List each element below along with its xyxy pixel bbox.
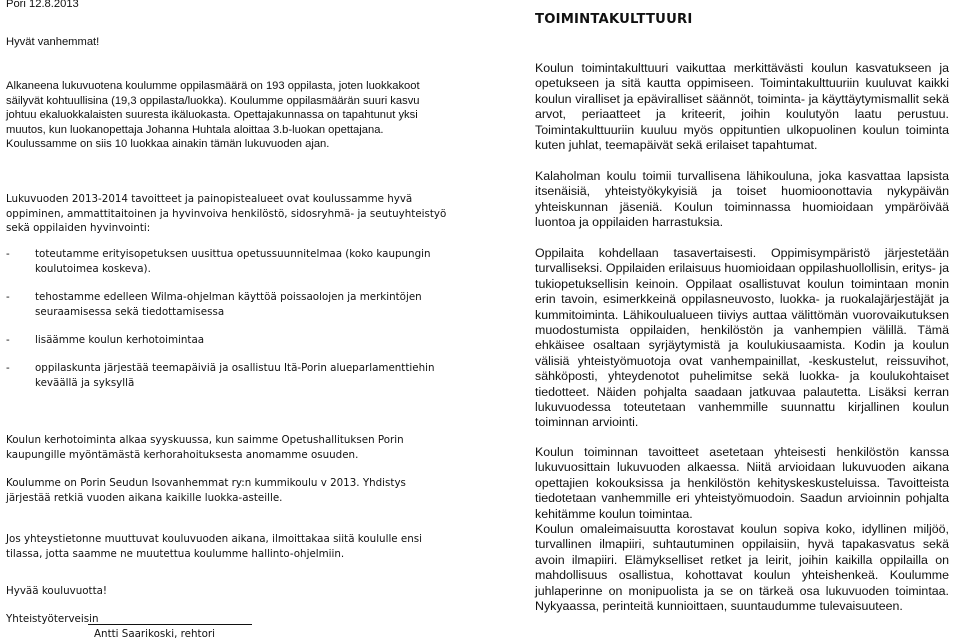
goal-text: oppilaskunta järjestää teemapäiviä ja osallistuu Itä-Porin alueparlamenttiehin keväällä ja syksyllä: [35, 362, 435, 389]
signature-rule: [88, 624, 252, 625]
letter-date: Pori 12.8.2013: [6, 0, 79, 10]
closing-line: Hyvää kouluvuotta!: [6, 585, 108, 597]
equality-paragraph: Oppilaita kohdellaan tasavertaisesti. Oppimisympäristö järjestetään turvalliseksi. Oppilaiden erilaisuus huomioidaan oppilashuollollisin, eritys- ja tukiopetuksellisin keinoin. Oppilaat osallistuvat koulun toimintaan monin erin tavoin, esimerkkeinä oppilasneuvosto, luokka- ja ruokalajärjestäjät ja kummitoiminta. Lähikoulualueen tiiviys auttaa välittömän vuorovaikutuksen muodostumista oppilaiden, henkilöstön ja vanhempien välillä. Tämä ehkäisee osaltaan syrjäytymistä ja koulukiusaamista. Kodin ja koulun välisiä yhteistyömuotoja ovat vanhempainillat, -keskustelut, reissuvihot, sähköposti, yhteydenotot puhelimitse sekä luokka- ja koulukohtaiset tiedotteet. Näiden pohjalta saadaan jatkuvaa palautetta. Lisäksi kerran lukuvuodessa toteutetaan vanhemmille suunnattu kirjallinen koulun toiminnan arviointi.: [535, 246, 949, 430]
bullet-dash: -: [6, 334, 10, 346]
signature-line: [6, 627, 452, 642]
culture-paragraph: Koulun toimintakulttuuri vaikuttaa merkittävästi koulun kasvatukseen ja opetukseen ja sitä kautta oppimiseen. Toimintakulttuuriin kuuluvat kaikki koulun viralliset ja epäviralliset säännöt, toiminta- ja käyttäytymismallit sekä arvot, periaatteet ja kriteerit, joihin koulutyön laatu perustuu. Toimintakulttuuriin kuuluu myös oppituntien ulkopuolinen koulun toiminta kuten juhlat, teemapäivät sekä erilaiset tapahtumat.: [535, 61, 949, 153]
goal-item: [6, 361, 452, 390]
goal-item: [6, 247, 452, 276]
bullet-dash: -: [6, 291, 10, 303]
community-paragraph: Kalaholman koulu toimii turvallisena lähikouluna, joka kasvattaa lapsista itsenäisiä, yhteistyökykyisiä ja toiset huomioonottavia nykypäivän yhteiskunnan jäseniä. Koulun toiminnassa huomioidaan ympäröivää luontoa ja oppilaiden harrastuksia.: [535, 169, 949, 230]
bullet-dash: -: [6, 248, 10, 260]
goal-item: [6, 333, 452, 348]
goal-text: toteutamme erityisopetuksen uusittua opetussuunnitelmaa (koko kaupungin koulutoimea koskeva).: [35, 248, 431, 275]
contact-paragraph: Jos yhteystietonne muuttuvat kouluvuoden aikana, ilmoittakaa siitä koululle ensi tilassa, jotta saamme ne muutettua koulumme hallinto-ohjelmiin.: [6, 533, 422, 560]
goals-paragraph: Koulun toiminnan tavoitteet asetetaan yhteisesti henkilöstön kanssa lukuvuosittain lukuvuoden alkaessa. Niitä arvioidaan lukuvuoden aikana opettajien kokouksissa ja henkilöstön kehityskeskusteluissa. Tavoitteista tiedotetaan vanhemmille eri yhteistyömuodoin. Saadun arvioinnin pohjalta kehitämme koulun toimintaa.: [535, 445, 949, 521]
character-paragraph: Koulun omaleimaisuutta korostavat koulun sopiva koko, idyllinen miljöö, turvallinen ilmapiiri, suhtautuminen oppilaisiin, hyvä tapakasvatus sekä avoin ilmapiiri. Elämykselliset retket ja leirit, joihin kaikilla oppilailla on mahdollisuus osallistua, kohottavat koulun yhteishenkeä. Koulumme juhlaperinne on monipuolista ja se on tärkeä osa lukuvuoden toimintaa. Nykyaassa, perinteitä kunnioittaen, suuntaudumme tulevaisuuteen.: [535, 522, 949, 614]
intro-paragraph: Alkaneena lukuvuotena koulumme oppilasmäärä on 193 oppilasta, joten luokkakoot säilyvät kohtuullisina (19,3 oppilasta/luokka). Koulumme oppilasmäärän suuri kasvu johtuu ekaluokkalaisten suuresta ikäluokasta. Opettajakunnassa on tapahtunut yksi muutos, kun luokanopettaja Johanna Huhtala aloittaa 3.b-luokan opettajana. Koulussamme on siis 10 luokkaa ainakin tämän lukuvuoden ajan.: [6, 80, 420, 150]
regards-line: Yhteistyöterveisin: [6, 613, 99, 625]
letter-greeting: Hyvät vanhemmat!: [6, 36, 100, 48]
goal-item: [6, 290, 452, 319]
section-heading: TOIMINTAKULTTUURI: [535, 12, 693, 27]
signature-name: Antti Saarikoski, rehtori: [94, 628, 215, 640]
goals-intro: Lukuvuoden 2013-2014 tavoitteet ja painopistealueet ovat koulussamme hyvä oppiminen, ammattitaitoinen ja hyvinvoiva henkilöstö, sidosryhmä- ja seutuyhteistyö sekä oppilaiden hyvinvointi:: [6, 193, 447, 234]
bullet-dash: -: [6, 362, 10, 374]
clubs-paragraph: Koulun kerhotoiminta alkaa syyskuussa, kun saimme Opetushallituksen Porin kaupungille myöntämästä kerhorahoituksesta anomamme osuuden.: [6, 434, 404, 461]
goal-text: lisäämme koulun kerhotoimintaa: [35, 334, 205, 346]
sponsor-paragraph: Koulumme on Porin Seudun Isovanhemmat ry:n kummikoulu v 2013. Yhdistys järjestää retkiä vuoden aikana kaikille luokka-asteille.: [6, 477, 406, 504]
goal-text: tehostamme edelleen Wilma-ohjelman käyttöä poissaolojen ja merkintöjen seuraamisessa sekä tiedottamisessa: [35, 291, 422, 318]
